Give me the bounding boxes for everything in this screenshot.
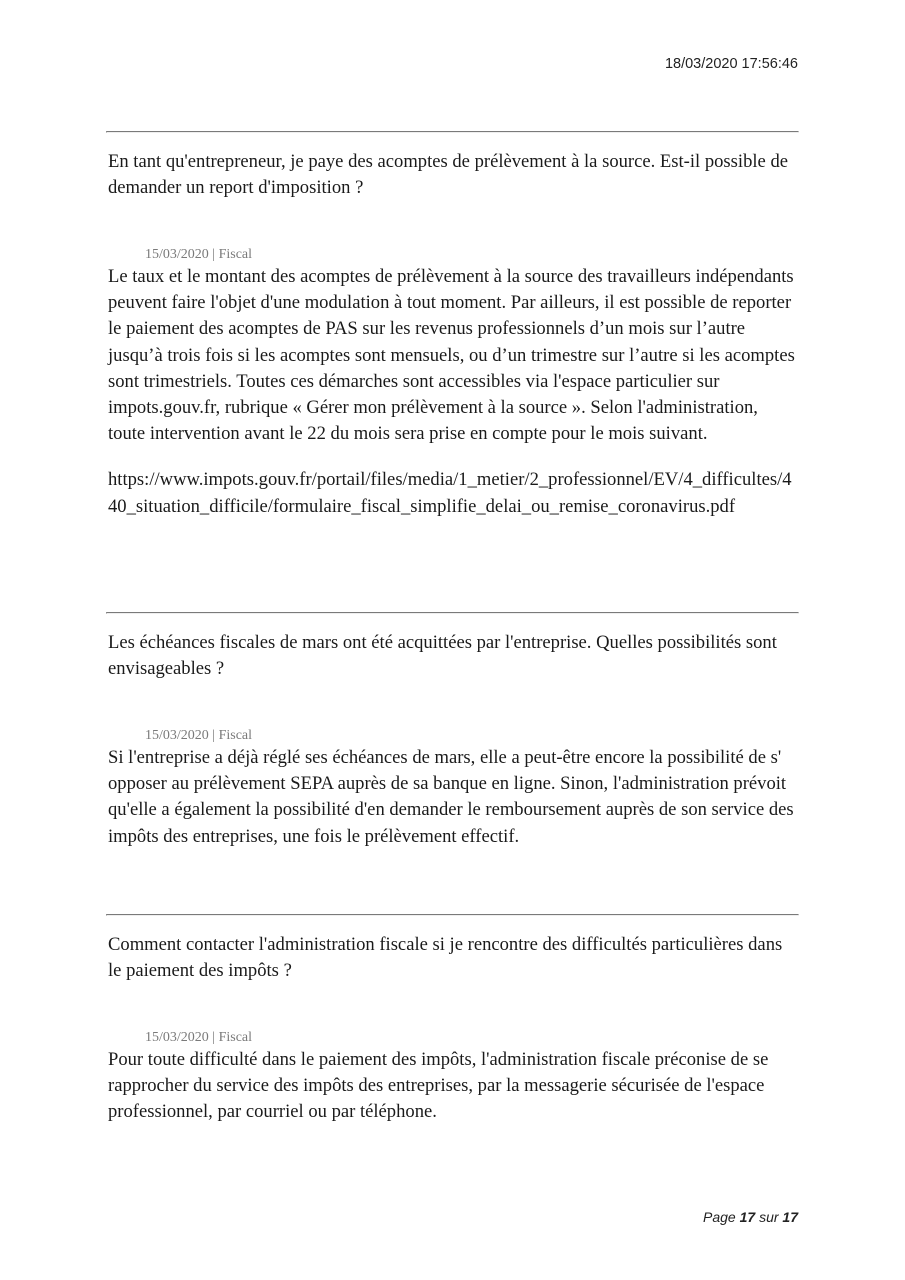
faq-answer: Pour toute difficulté dans le paiement des impôts, l'administration fiscale préconise de se rapprocher du service des impôts des entreprises, par la messagerie sécurisée de l'espace professionnel, par courriel ou par téléphone.	[108, 1049, 769, 1123]
section-divider	[106, 131, 799, 133]
entry-category: Fiscal	[218, 1030, 253, 1045]
total-pages: 17	[782, 1209, 798, 1225]
entry-meta	[145, 1029, 799, 1047]
reference-link[interactable]: https://www.impots.gouv.fr/portail/files/media/1_metier/2_professionnel/EV/4_difficultes/440_situation_difficile/formulaire_fiscal_simplifie_delai_ou_remise_coronavirus.pdf	[108, 469, 792, 517]
meta-separator: |	[212, 247, 216, 262]
current-page: 17	[739, 1209, 756, 1225]
of-word: sur	[759, 1209, 779, 1225]
faq-question: En tant qu'entrepreneur, je paye des acomptes de prélèvement à la source. Est-il possible de demander un report d'imposition ?	[108, 151, 788, 198]
faq-question: Les échéances fiscales de mars ont été acquittées par l'entreprise. Quelles possibilités sont envisageables ?	[108, 632, 777, 679]
section-divider	[106, 914, 799, 916]
entry-category: Fiscal	[218, 247, 253, 262]
section-divider	[106, 612, 799, 614]
entry-date: 15/03/2020	[145, 1030, 209, 1045]
faq-question: Comment contacter l'administration fiscale si je rencontre des difficultés particulières dans le paiement des impôts ?	[108, 934, 783, 981]
faq-entry	[106, 131, 799, 520]
faq-entry	[106, 612, 799, 850]
entry-meta	[145, 246, 799, 264]
meta-separator: |	[212, 728, 216, 743]
faq-entry	[106, 914, 799, 1126]
faq-answer: Si l'entreprise a déjà réglé ses échéances de mars, elle a peut-être encore la possibilité de s' opposer au prélèvement SEPA auprès de sa banque en ligne. Sinon, l'administration prévoit qu'elle a également la possibilité d'en demander le remboursement auprès de son service des impôts des entreprises, une fois le prélèvement effectif.	[108, 747, 794, 847]
entry-date: 15/03/2020	[145, 728, 209, 743]
page-number	[703, 1209, 798, 1225]
print-timestamp: 18/03/2020 17:56:46	[664, 56, 798, 72]
entry-meta	[145, 727, 799, 745]
page-word: Page	[703, 1209, 736, 1225]
faq-answer: Le taux et le montant des acomptes de prélèvement à la source des travailleurs indépendants peuvent faire l'objet d'une modulation à tout moment. Par ailleurs, il est possible de reporter le paiement des acomptes de PAS sur les revenus professionnels d’un mois sur l’autre jusqu’à trois fois si les acomptes sont mensuels, ou d’un trimestre sur l’autre si les acomptes sont trimestriels. Toutes ces démarches sont accessibles via l'espace particulier sur impots.gouv.fr, rubrique « Gérer mon prélèvement à la source ». Selon l'administration, toute intervention avant le 22 du mois sera prise en compte pour le mois suivant.	[108, 266, 795, 445]
meta-separator: |	[212, 1030, 216, 1045]
entry-category: Fiscal	[218, 728, 253, 743]
entry-date: 15/03/2020	[145, 247, 209, 262]
